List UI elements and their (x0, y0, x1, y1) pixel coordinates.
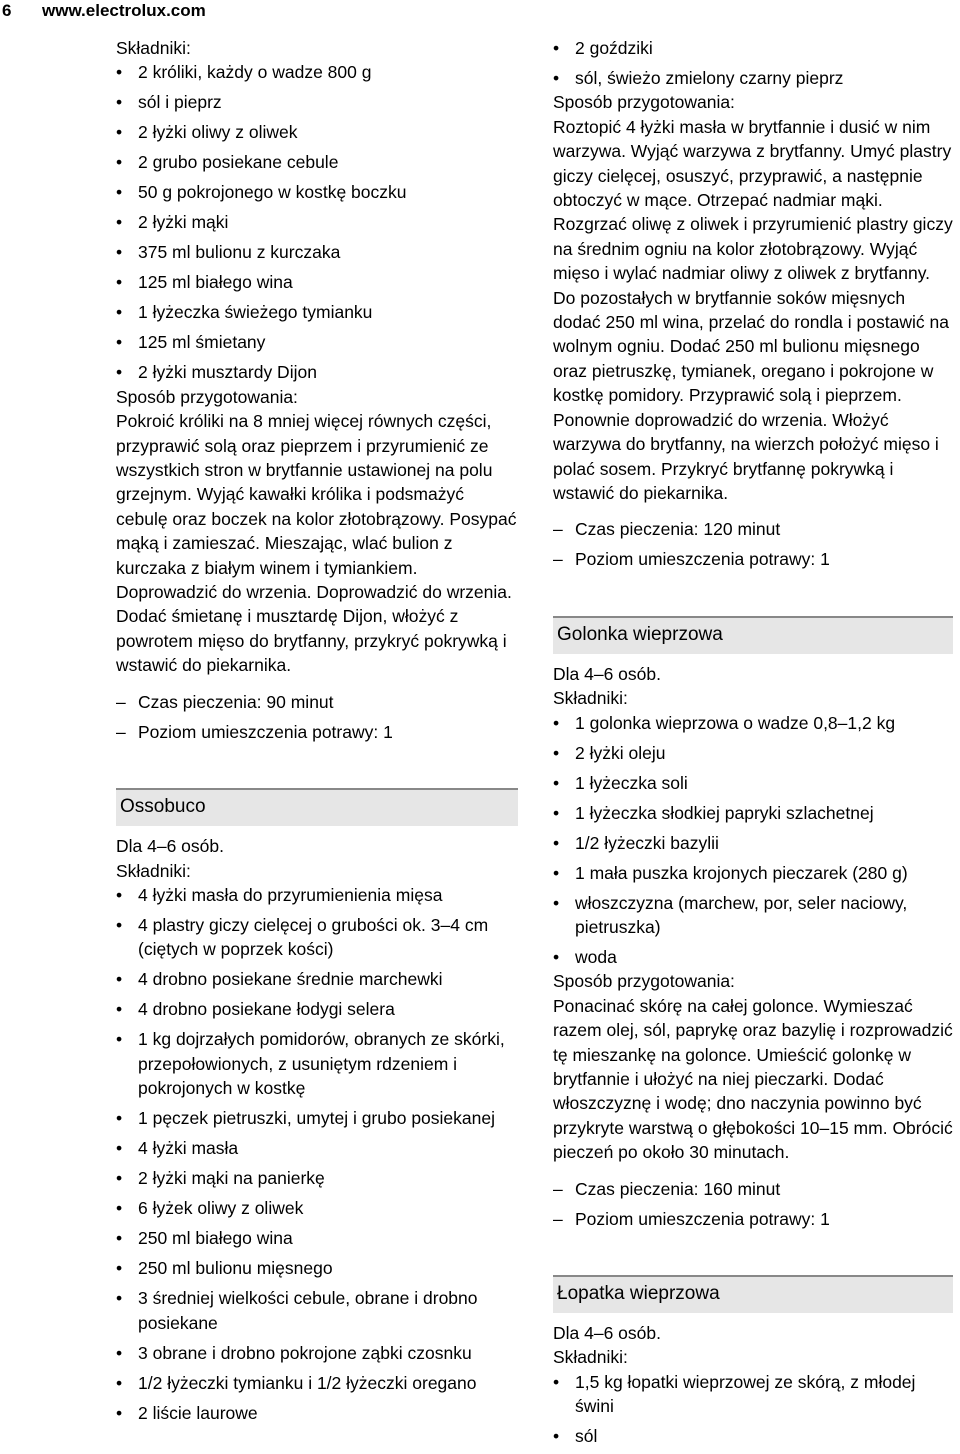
list-item: • sól, świeżo zmielony czarny pieprz (553, 66, 953, 90)
list-item: • woda (553, 945, 953, 969)
right-column (553, 36, 953, 1454)
list-item: • sól i pieprz (116, 90, 518, 114)
list-item: • 125 ml śmietany (116, 330, 518, 354)
list-item: • 2 łyżki mąki na panierkę (116, 1166, 518, 1190)
list-item: • 2 grubo posiekane cebule (116, 150, 518, 174)
list-item: • 4 drobno posiekane łodygi selera (116, 997, 518, 1021)
list-item: • włoszczyzna (marchew, por, seler naciowy, pietruszka) (553, 891, 953, 940)
ingredient-list (116, 60, 518, 384)
list-item: • 125 ml białego wina (116, 270, 518, 294)
list-item: • 4 łyżki masła (116, 1136, 518, 1160)
list-item: • 2 łyżki oliwy z oliwek (116, 120, 518, 144)
list-item: • 1 łyżeczka słodkiej papryki szlachetnej (553, 801, 953, 825)
note-item: – Czas pieczenia: 160 minut (553, 1177, 953, 1201)
method-label: Sposób przygotowania: (553, 971, 735, 992)
method-text: Ponacinać skórę na całej golonce. Wymieszać razem olej, sól, paprykę oraz bazylię i rozprowadzić tę mieszankę na golonce. Umieścić golonkę w brytfannie i ułożyć na niej pieczarki. Dodać włoszczyznę i wodę; dno naczynia powinno być przykryte warstwą o głębokości 10–15 mm. Obrócić pieczeń po około 30 minutach. (553, 995, 953, 1163)
list-item: • 1/2 łyżeczki bazylii (553, 831, 953, 855)
ingredients-label: Składniki: (553, 688, 628, 709)
ingredient-list (553, 36, 953, 90)
list-item: • 2 łyżki mąki (116, 210, 518, 234)
serves-text: Dla 4–6 osób. (553, 1323, 661, 1343)
list-item: • 2 goździki (553, 36, 953, 60)
list-item: • 3 średniej wielkości cebule, obrane i drobno posiekane (116, 1286, 518, 1335)
section-title-lopatka: Łopatka wieprzowa (553, 1275, 953, 1313)
notes-list (553, 517, 953, 571)
section-title-ossobuco: Ossobuco (116, 788, 518, 826)
serves-text: Dla 4–6 osób. (116, 836, 224, 857)
note-item: – Czas pieczenia: 120 minut (553, 517, 953, 541)
method-label: Sposób przygotowania: (553, 92, 735, 113)
list-item: • 50 g pokrojonego w kostkę boczku (116, 180, 518, 204)
method-text: Pokroić króliki na 8 mniej więcej równych części, przyprawić solą oraz pieprzem i przyrumienić ze wszystkich stron w brytfannie ustawionej na polu grzejnym. Wyjąć kawałki królika i podsmażyć cebulę oraz boczek na kolor złotobrązowy. Posypać mąką i zamieszać. Mieszając, wlać bulion z kurczaka z białym winem i tymiankiem. Doprowadzić do wrzenia. Doprowadzić do wrzenia. Dodać śmietanę i musztardę Dijon, włożyć z powrotem mięso do brytfanny, przykryć pokrywką i wstawić do piekarnika. (116, 411, 517, 676)
ingredients-label: Składniki: (553, 1347, 628, 1368)
list-item: • 6 łyżek oliwy z oliwek (116, 1196, 518, 1220)
ingredient-list (553, 1370, 953, 1449)
list-item: • 2 króliki, każdy o wadze 800 g (116, 60, 518, 84)
notes-list (553, 1177, 953, 1231)
list-item: • 3 obrane i drobno pokrojone ząbki czosnku (116, 1341, 518, 1365)
serves-text: Dla 4–6 osób. (553, 663, 661, 684)
method-text: Roztopić 4 łyżki masła w brytfannie i dusić w nim warzywa. Wyjąć warzywa z brytfanny. Umyć plastry giczy cielęcej, osuszyć, przyprawić, a następnie obtoczyć w mące. Otrzepać nadmiar mąki. Rozgrzać oliwę z oliwek i przyrumienić plastry giczy na średnim ogniu na kolor złotobrązowy. Wyjąć mięso i wylać nadmiar oliwy z oliwek z brytfanny. Do pozostałych w brytfannie soków mięsnych dodać 250 ml wina, przelać do rondla i postawić na wolnym ogniu. Dodać 250 ml bulionu mięsnego oraz pietruszkę, tymianek, oregano i pokrojone w kostkę pomidory. Przyprawić solą i pieprzem. Ponownie doprowadzić do wrzenia. Włożyć warzywa do brytfanny, na wierzch położyć mięso i polać sosem. Przykryć brytfannę pokrywką i wstawić do piekarnika. (553, 116, 953, 503)
list-item: • 1,5 kg łopatki wieprzowej ze skórą, z młodej świni (553, 1370, 953, 1419)
ingredients-label: Składniki: (116, 860, 191, 881)
list-item: • 1 mała puszka krojonych pieczarek (280 g) (553, 861, 953, 885)
list-item: • 1 pęczek pietruszki, umytej i grubo posiekanej (116, 1106, 518, 1130)
list-item: • 1/2 łyżeczki tymianku i 1/2 łyżeczki oregano (116, 1371, 518, 1395)
list-item: • 1 golonka wieprzowa o wadze 0,8–1,2 kg (553, 711, 953, 735)
ingredient-list (553, 711, 953, 970)
note-item: – Poziom umieszczenia potrawy: 1 (116, 720, 518, 744)
list-item: • 375 ml bulionu z kurczaka (116, 240, 518, 264)
left-column (116, 36, 518, 1431)
method-label: Sposób przygotowania: (116, 386, 298, 407)
note-item: – Poziom umieszczenia potrawy: 1 (553, 1207, 953, 1231)
notes-list (116, 690, 518, 744)
list-item: • 250 ml białego wina (116, 1226, 518, 1250)
note-item: – Poziom umieszczenia potrawy: 1 (553, 547, 953, 571)
list-item: • 1 kg dojrzałych pomidorów, obranych ze skórki, przepołowionych, z usuniętym rdzeniem i pokrojonych w kostkę (116, 1027, 518, 1100)
list-item: • 2 łyżki oleju (553, 741, 953, 765)
list-item: • 250 ml bulionu mięsnego (116, 1256, 518, 1280)
header-url: www.electrolux.com (42, 1, 206, 20)
list-item: • 1 łyżeczka soli (553, 771, 953, 795)
list-item: • 4 łyżki masła do przyrumienienia mięsa (116, 883, 518, 907)
page-number: 6 (2, 1, 12, 20)
ingredient-list (116, 883, 518, 1425)
list-item: • 4 drobno posiekane średnie marchewki (116, 967, 518, 991)
list-item: • 4 plastry giczy cielęcej o grubości ok. 3–4 cm (ciętych w poprzek kości) (116, 913, 518, 962)
list-item: • 1 łyżeczka świeżego tymianku (116, 300, 518, 324)
note-item: – Czas pieczenia: 90 minut (116, 690, 518, 714)
list-item: • 2 liście laurowe (116, 1401, 518, 1425)
list-item: • 2 łyżki musztardy Dijon (116, 360, 518, 384)
ingredients-label: Składniki: (116, 38, 191, 58)
list-item: • sól (553, 1424, 953, 1448)
section-title-golonka: Golonka wieprzowa (553, 616, 953, 654)
